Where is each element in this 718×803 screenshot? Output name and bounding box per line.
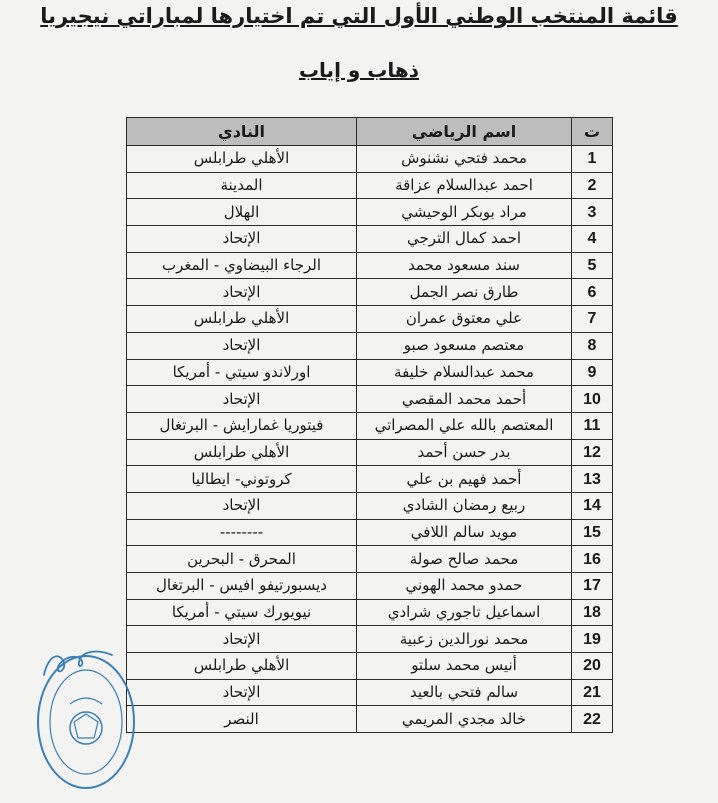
table-row [127, 519, 613, 546]
row-number: 19 [572, 626, 613, 653]
row-number: 2 [572, 172, 613, 199]
player-name: معتصم مسعود صبو [357, 332, 572, 359]
table-row [127, 466, 613, 493]
row-number: 20 [572, 653, 613, 680]
table-row [127, 439, 613, 466]
player-club: ديسبورتيفو افيس - البرتغال [127, 573, 357, 600]
table-row [127, 386, 613, 413]
player-club: كروتوني- ايطاليا [127, 466, 357, 493]
squad-table [126, 117, 613, 733]
player-name: محمد عبدالسلام خليفة [357, 359, 572, 386]
table-row [127, 679, 613, 706]
document-title: قائمة المنتخب الوطني الأول التي تم اختيارها لمباراتي نيجيريا [40, 4, 678, 28]
table-row [127, 332, 613, 359]
player-club: الإتحاد [127, 679, 357, 706]
player-club: الرجاء البيضاوي - المغرب [127, 252, 357, 279]
player-club: الإتحاد [127, 279, 357, 306]
table-row [127, 226, 613, 253]
player-club: فيتوريا غمارايش - البرتغال [127, 412, 357, 439]
row-number: 5 [572, 252, 613, 279]
table-row [127, 492, 613, 519]
table-row [127, 573, 613, 600]
player-name: محمد نورالدين زعبية [357, 626, 572, 653]
row-number: 21 [572, 679, 613, 706]
player-name: أنيس محمد سلتو [357, 653, 572, 680]
table-row [127, 546, 613, 573]
table-row [127, 626, 613, 653]
player-club: الإتحاد [127, 386, 357, 413]
row-number: 1 [572, 146, 613, 173]
player-club: اورلاندو سيتي - أمريكا [127, 359, 357, 386]
table-header-row [127, 118, 613, 146]
header-player-name: اسم الرياضي [357, 118, 572, 146]
player-name: حمدو محمد الهوني [357, 573, 572, 600]
player-club: الهلال [127, 199, 357, 226]
row-number: 10 [572, 386, 613, 413]
row-number: 7 [572, 306, 613, 333]
table-row [127, 306, 613, 333]
player-club: الإتحاد [127, 626, 357, 653]
player-name: علي معتوق عمران [357, 306, 572, 333]
signature-icon [38, 645, 118, 685]
player-name: اسماعيل تاجوري شرادي [357, 599, 572, 626]
table-row [127, 279, 613, 306]
player-club: الإتحاد [127, 226, 357, 253]
row-number: 14 [572, 492, 613, 519]
table-row [127, 199, 613, 226]
row-number: 17 [572, 573, 613, 600]
player-name: احمد كمال الترجي [357, 226, 572, 253]
row-number: 12 [572, 439, 613, 466]
header-number: ت [572, 118, 613, 146]
player-name: خالد مجدي المريمي [357, 706, 572, 733]
squad-table-body [127, 146, 613, 733]
player-club: المدينة [127, 172, 357, 199]
player-name: احمد عبدالسلام عزاقة [357, 172, 572, 199]
player-name: بدر حسن أحمد [357, 439, 572, 466]
player-club: الأهلي طرابلس [127, 439, 357, 466]
header-club: النادي [127, 118, 357, 146]
row-number: 9 [572, 359, 613, 386]
row-number: 22 [572, 706, 613, 733]
table-row [127, 172, 613, 199]
player-name: ربيع رمضان الشادي [357, 492, 572, 519]
table-row [127, 359, 613, 386]
player-club: الإتحاد [127, 332, 357, 359]
player-club: المحرق - البحرين [127, 546, 357, 573]
row-number: 18 [572, 599, 613, 626]
table-row [127, 599, 613, 626]
player-name: سالم فتحي بالعيد [357, 679, 572, 706]
player-name: المعتصم بالله علي المصراتي [357, 412, 572, 439]
table-row [127, 412, 613, 439]
player-name: سند مسعود محمد [357, 252, 572, 279]
row-number: 13 [572, 466, 613, 493]
row-number: 11 [572, 412, 613, 439]
row-number: 15 [572, 519, 613, 546]
player-club: الإتحاد [127, 492, 357, 519]
row-number: 4 [572, 226, 613, 253]
player-name: محمد صالح صولة [357, 546, 572, 573]
player-name: طارق نصر الجمل [357, 279, 572, 306]
row-number: 8 [572, 332, 613, 359]
player-club: النصر [127, 706, 357, 733]
player-name: أحمد محمد المقصي [357, 386, 572, 413]
player-name: أحمد فهيم بن علي [357, 466, 572, 493]
player-club: نيويورك سيتي - أمريكا [127, 599, 357, 626]
document-subtitle: ذهاب و إياب [298, 58, 420, 82]
row-number: 3 [572, 199, 613, 226]
player-club: الأهلي طرابلس [127, 306, 357, 333]
player-name: مويد سالم اللافي [357, 519, 572, 546]
table-row [127, 146, 613, 173]
player-name: محمد فتحي نشنوش [357, 146, 572, 173]
table-row [127, 252, 613, 279]
player-club: الأهلي طرابلس [127, 146, 357, 173]
player-name: مراد بوبكر الوحيشي [357, 199, 572, 226]
row-number: 16 [572, 546, 613, 573]
table-row [127, 706, 613, 733]
player-club: الأهلي طرابلس [127, 653, 357, 680]
table-row [127, 653, 613, 680]
row-number: 6 [572, 279, 613, 306]
player-club: -------- [127, 519, 357, 546]
